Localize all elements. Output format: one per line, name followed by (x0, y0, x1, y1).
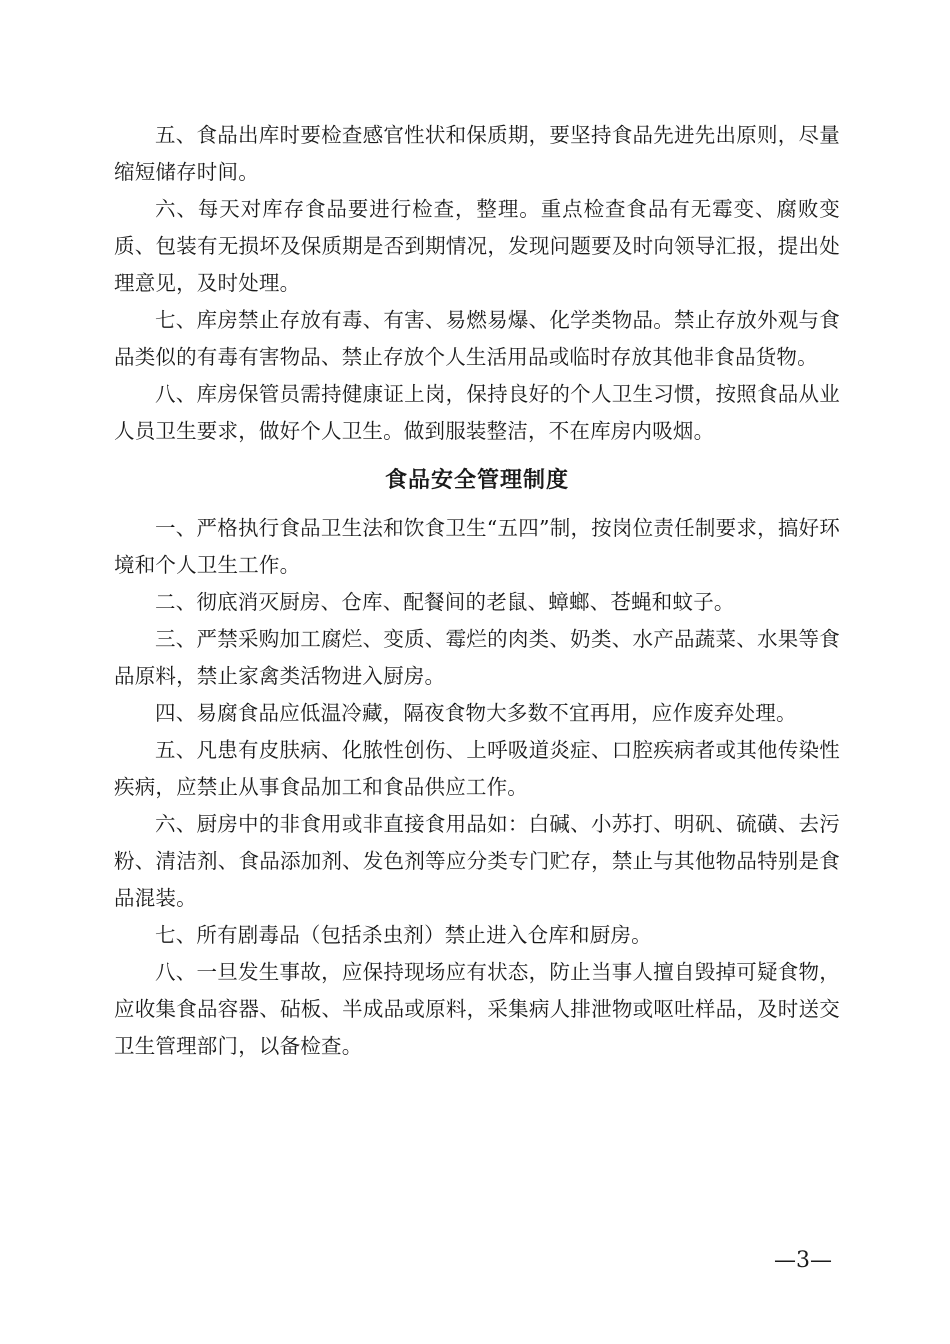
document-body (114, 117, 840, 1065)
paragraph: 二、彻底消灭厨房、仓库、配餐间的老鼠、蟑螂、苍蝇和蚊子。 (155, 590, 735, 614)
paragraph: 三、严禁采购加工腐烂、变质、霉烂的肉类、奶类、水产品蔬菜、水果等食品原料，禁止家禽类活物进入厨房。 (114, 627, 840, 688)
paragraph: 六、厨房中的非食用或非直接食用品如：白碱、小苏打、明矾、硫磺、去污粉、清洁剂、食品添加剂、发色剂等应分类专门贮存，禁止与其他物品特别是食品混装。 (114, 812, 840, 910)
paragraph: 八、一旦发生事故，应保持现场应有状态，防止当事人擅自毁掉可疑食物，应收集食品容器、砧板、半成品或原料，采集病人排泄物或呕吐样品，及时送交卫生管理部门，以备检查。 (114, 960, 840, 1058)
paragraph: 八、库房保管员需持健康证上岗，保持良好的个人卫生习惯，按照食品从业人员卫生要求，做好个人卫生。做到服装整洁，不在库房内吸烟。 (114, 382, 840, 443)
paragraph: 五、凡患有皮肤病、化脓性创伤、上呼吸道炎症、口腔疾病者或其他传染性疾病，应禁止从事食品加工和食品供应工作。 (114, 738, 840, 799)
page-number: —3— (774, 1248, 832, 1273)
paragraph: 一、严格执行食品卫生法和饮食卫生“五四”制，按岗位责任制要求，搞好环境和个人卫生工作。 (114, 516, 840, 577)
paragraph: 七、库房禁止存放有毒、有害、易燃易爆、化学类物品。禁止存放外观与食品类似的有毒有害物品、禁止存放个人生活用品或临时存放其他非食品货物。 (114, 308, 840, 369)
paragraph: 七、所有剧毒品（包括杀虫剂）禁止进入仓库和厨房。 (155, 923, 652, 947)
paragraph: 四、易腐食品应低温冷藏，隔夜食物大多数不宜再用，应作废弃处理。 (155, 701, 797, 725)
paragraph: 六、每天对库存食品要进行检查，整理。重点检查食品有无霉变、腐败变质、包装有无损坏及保质期是否到期情况，发现问题要及时向领导汇报，提出处理意见，及时处理。 (114, 197, 840, 295)
section-title: 食品安全管理制度 (384, 468, 569, 493)
paragraph: 五、食品出库时要检查感官性状和保质期，要坚持食品先进先出原则，尽量缩短储存时间。 (114, 123, 840, 184)
